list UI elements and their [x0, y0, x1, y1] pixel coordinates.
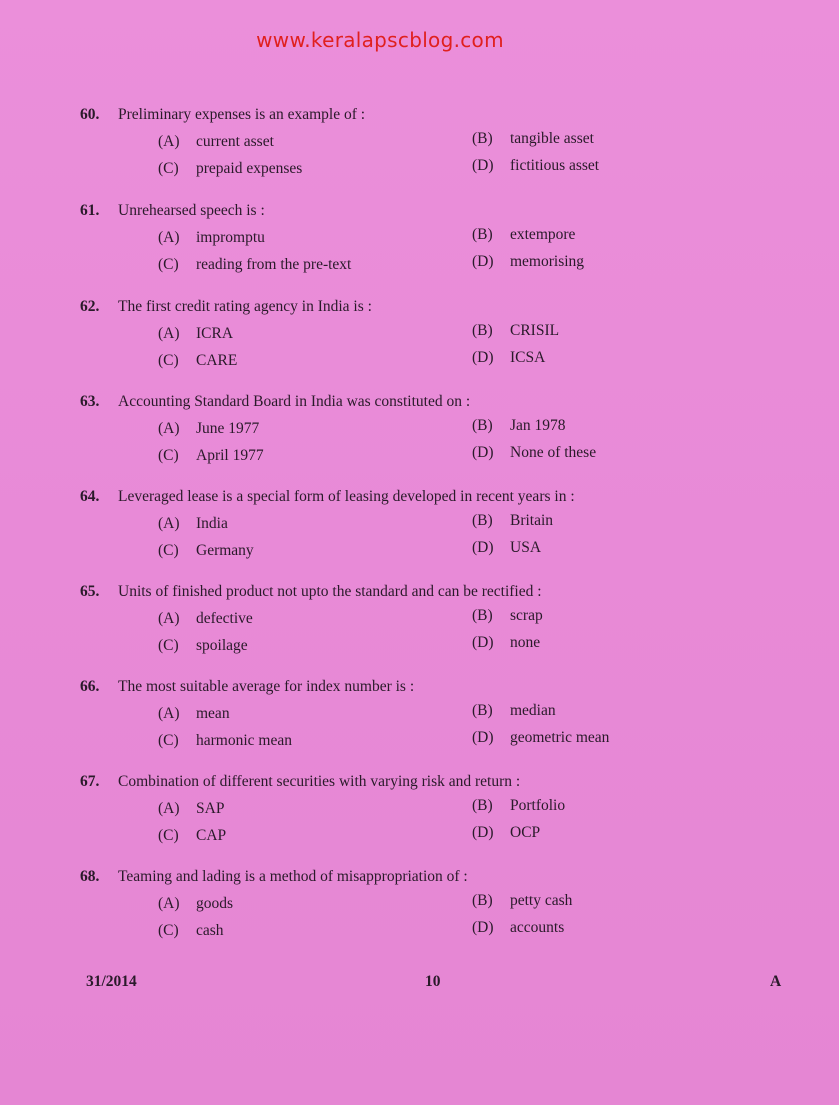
option-b: (B) petty cash	[472, 892, 573, 909]
question-text: Unrehearsed speech is :	[118, 202, 265, 219]
question-stem	[80, 298, 372, 316]
question-text: Leveraged lease is a special form of leasing developed in recent years in :	[118, 488, 575, 505]
question-stem	[80, 488, 575, 506]
question-number: 66.	[80, 678, 100, 695]
question-stem	[80, 202, 265, 220]
option-d: (D) memorising	[472, 253, 585, 270]
question-text: Preliminary expenses is an example of :	[118, 106, 366, 123]
option-a: (A) goods	[158, 895, 234, 912]
option-c: (C) prepaid expenses	[158, 160, 303, 177]
option-b: (B) CRISIL	[472, 322, 560, 339]
question-text: The most suitable average for index number is :	[118, 678, 415, 695]
question-number: 61.	[80, 202, 100, 219]
option-d: (D) fictitious asset	[472, 157, 600, 174]
option-c: (C) CAP	[158, 827, 227, 844]
question-68	[80, 868, 780, 948]
question-number: 64.	[80, 488, 100, 505]
question-67	[80, 773, 780, 853]
question-65	[80, 583, 780, 663]
option-d: (D) None of these	[472, 444, 597, 461]
question-number: 68.	[80, 868, 100, 885]
question-text: The first credit rating agency in India is :	[118, 298, 372, 315]
option-c: (C) CARE	[158, 352, 238, 369]
question-number: 62.	[80, 298, 100, 315]
option-c: (C) April 1977	[158, 447, 264, 464]
site-url[interactable]: www.keralapscblog.com	[256, 28, 504, 52]
question-63	[80, 393, 780, 473]
question-number: 63.	[80, 393, 100, 410]
option-c: (C) harmonic mean	[158, 732, 292, 749]
option-b: (B) extempore	[472, 226, 576, 243]
question-number: 65.	[80, 583, 100, 600]
question-number: 60.	[80, 106, 100, 123]
question-stem	[80, 106, 365, 124]
question-stem	[80, 868, 468, 886]
option-d: (D) OCP	[472, 824, 541, 841]
option-b: (B) Britain	[472, 512, 554, 529]
option-b: (B) scrap	[472, 607, 543, 624]
option-a: (A) mean	[158, 705, 230, 722]
question-text: Units of finished product not upto the standard and can be rectified :	[118, 583, 542, 600]
page-number: 10	[425, 973, 441, 990]
option-d: (D) USA	[472, 539, 542, 556]
question-stem	[80, 583, 542, 601]
question-set: A	[770, 973, 782, 990]
option-d: (D) ICSA	[472, 349, 546, 366]
option-c: (C) cash	[158, 922, 224, 939]
question-stem	[80, 773, 520, 791]
question-66	[80, 678, 780, 758]
option-a: (A) impromptu	[158, 229, 265, 246]
question-61	[80, 202, 780, 282]
question-stem	[80, 393, 470, 411]
question-text: Combination of different securities with varying risk and return :	[118, 773, 521, 790]
question-stem	[80, 678, 414, 696]
option-c: (C) Germany	[158, 542, 254, 559]
option-a: (A) defective	[158, 610, 253, 627]
option-c: (C) reading from the pre-text	[158, 256, 352, 273]
option-a: (A) SAP	[158, 800, 225, 817]
question-number: 67.	[80, 773, 100, 790]
option-b: (B) tangible asset	[472, 130, 594, 147]
question-text: Teaming and lading is a method of misappropriation of :	[118, 868, 468, 885]
option-c: (C) spoilage	[158, 637, 248, 654]
option-a: (A) ICRA	[158, 325, 234, 342]
option-d: (D) accounts	[472, 919, 565, 936]
paper-code: 31/2014	[86, 973, 137, 990]
option-a: (A) current asset	[158, 133, 274, 150]
option-b: (B) median	[472, 702, 556, 719]
option-a: (A) June 1977	[158, 420, 260, 437]
question-62	[80, 298, 780, 378]
option-b: (B) Portfolio	[472, 797, 566, 814]
option-d: (D) none	[472, 634, 541, 651]
option-b: (B) Jan 1978	[472, 417, 566, 434]
question-60	[80, 106, 780, 186]
option-d: (D) geometric mean	[472, 729, 610, 746]
question-text: Accounting Standard Board in India was constituted on :	[118, 393, 471, 410]
option-a: (A) India	[158, 515, 228, 532]
question-64	[80, 488, 780, 568]
